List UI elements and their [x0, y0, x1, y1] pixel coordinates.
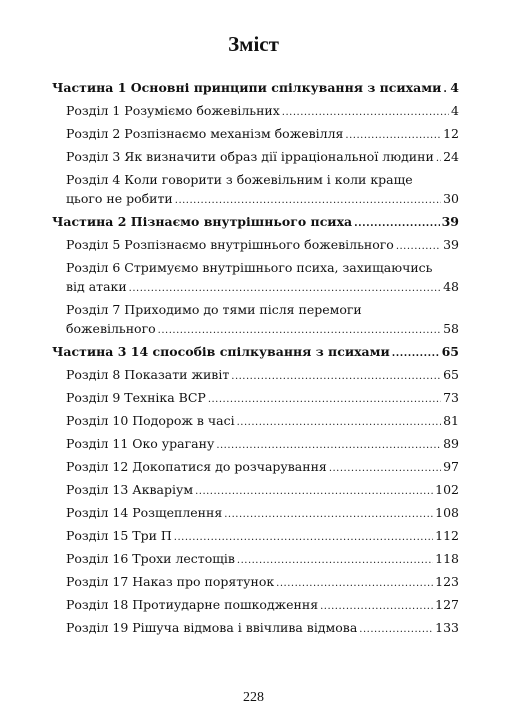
toc-entry-text-line2: божевільного: [66, 321, 156, 336]
toc-section-15: [52, 526, 459, 547]
toc-entry-text: Розділ 8 Показати живіт: [66, 367, 230, 382]
toc-entry-text: Розділ 3 Як визначити образ дії ірраціональної людини: [66, 149, 434, 164]
toc-section-17: [52, 572, 459, 593]
toc-entry-text-line2: від атаки: [66, 279, 127, 294]
toc-page-number: 65: [441, 344, 459, 359]
toc-page-number: 73: [443, 390, 459, 405]
toc-section-9: [52, 388, 459, 409]
toc-page-number: 58: [443, 321, 459, 336]
toc-entry-text: Частина 2 Пізнаємо внутрішнього психа: [52, 214, 353, 229]
toc-entry-text: Розділ 5 Розпізнаємо внутрішнього божевільного: [66, 237, 394, 252]
toc-section-5: [52, 235, 459, 256]
toc-entry-text: Розділ 18 Протиударне пошкодження: [66, 597, 319, 612]
toc-page-number: 65: [443, 367, 459, 382]
dot-leader: [320, 597, 433, 616]
dot-leader: [354, 214, 439, 233]
toc-page-number: 102: [435, 482, 459, 497]
toc-section-10: [52, 411, 459, 432]
toc-section-19: [52, 618, 459, 639]
toc-page-number: 89: [443, 436, 459, 451]
toc-entry-text-line1: Розділ 7 Приходимо до тями після перемоги: [66, 302, 362, 317]
toc-entry-text: Розділ 16 Трохи лестощів: [66, 551, 235, 566]
toc-part-1: [52, 78, 459, 99]
toc-entry-text: Розділ 14 Розщеплення: [66, 505, 223, 520]
dot-leader: [359, 620, 433, 639]
toc-page-number: 4: [450, 80, 459, 95]
toc-entry-text: Розділ 13 Акваріум: [66, 482, 194, 497]
toc-section-1: [52, 101, 459, 122]
dot-leader: [195, 482, 433, 501]
dot-leader: [436, 149, 441, 168]
toc-section-14: [52, 503, 459, 524]
dot-leader: [175, 191, 441, 210]
toc-entry-text: Розділ 15 Три П: [66, 528, 172, 543]
toc-page-number: 39: [441, 214, 459, 229]
toc-section-12: [52, 457, 459, 478]
toc-section-4: [52, 170, 459, 210]
toc-entry-text: Розділ 2 Розпізнаємо механізм божевілля: [66, 126, 344, 141]
toc-page-number: 48: [443, 279, 459, 294]
toc-page-number: 97: [443, 459, 459, 474]
dot-leader: [208, 390, 441, 409]
toc-page-number: 123: [435, 574, 459, 589]
dot-leader: [345, 126, 441, 145]
toc-page-number: 39: [443, 237, 459, 252]
toc-page-number: 112: [435, 528, 459, 543]
toc-page-number: 30: [443, 191, 459, 206]
dot-leader: [396, 237, 441, 256]
toc-entry-text: Розділ 17 Наказ про порятунок: [66, 574, 275, 589]
toc-section-3: [52, 147, 459, 168]
dot-leader: [224, 505, 433, 524]
toc-entry-text: Частина 3 14 способів спілкування з психами: [52, 344, 390, 359]
toc-section-11: [52, 434, 459, 455]
dot-leader: [174, 528, 433, 547]
toc-section-2: [52, 124, 459, 145]
toc-page-number: 81: [443, 413, 459, 428]
toc-page-number: 133: [435, 620, 459, 635]
toc-section-13: [52, 480, 459, 501]
toc-part-3: [52, 342, 459, 363]
dot-leader: [329, 459, 441, 478]
table-of-contents: [52, 78, 459, 641]
toc-entry-text: Розділ 19 Рішуча відмова і ввічлива відмова: [66, 620, 358, 635]
dot-leader: [237, 551, 433, 570]
toc-page-number: 24: [443, 149, 459, 164]
toc-entry-text-line2: цього не робити: [66, 191, 173, 206]
toc-page-number: 118: [435, 551, 459, 566]
toc-section-8: [52, 365, 459, 386]
toc-entry-text: Розділ 10 Подорож в часі: [66, 413, 235, 428]
toc-page-number: 108: [435, 505, 459, 520]
toc-page-number: 12: [443, 126, 459, 141]
dot-leader: [237, 413, 441, 432]
toc-section-6: [52, 258, 459, 298]
page-number: 228: [243, 690, 264, 705]
toc-entry-text: Розділ 11 Око урагану: [66, 436, 215, 451]
toc-page-number: 127: [435, 597, 459, 612]
page-title: Зміст: [228, 32, 279, 56]
dot-leader: [129, 279, 441, 298]
dot-leader: [443, 80, 448, 99]
dot-leader: [392, 344, 440, 363]
dot-leader: [276, 574, 433, 593]
dot-leader: [158, 321, 441, 340]
toc-entry-text: Частина 1 Основні принципи спілкування з психами: [52, 80, 442, 95]
toc-entry-text-line1: Розділ 6 Стримуємо внутрішнього психа, захищаючись: [66, 260, 433, 275]
toc-entry-text: Розділ 9 Техніка ВСР: [66, 390, 206, 405]
toc-entry-text: Розділ 12 Докопатися до розчарування: [66, 459, 327, 474]
dot-leader: [282, 103, 449, 122]
toc-part-2: [52, 212, 459, 233]
toc-section-18: [52, 595, 459, 616]
toc-entry-text-line1: Розділ 4 Коли говорити з божевільним і коли краще: [66, 172, 413, 187]
dot-leader: [216, 436, 441, 455]
dot-leader: [231, 367, 441, 386]
toc-section-16: [52, 549, 459, 570]
toc-entry-text: Розділ 1 Розуміємо божевільних: [66, 103, 280, 118]
toc-section-7: [52, 300, 459, 340]
toc-page-number: 4: [451, 103, 459, 118]
